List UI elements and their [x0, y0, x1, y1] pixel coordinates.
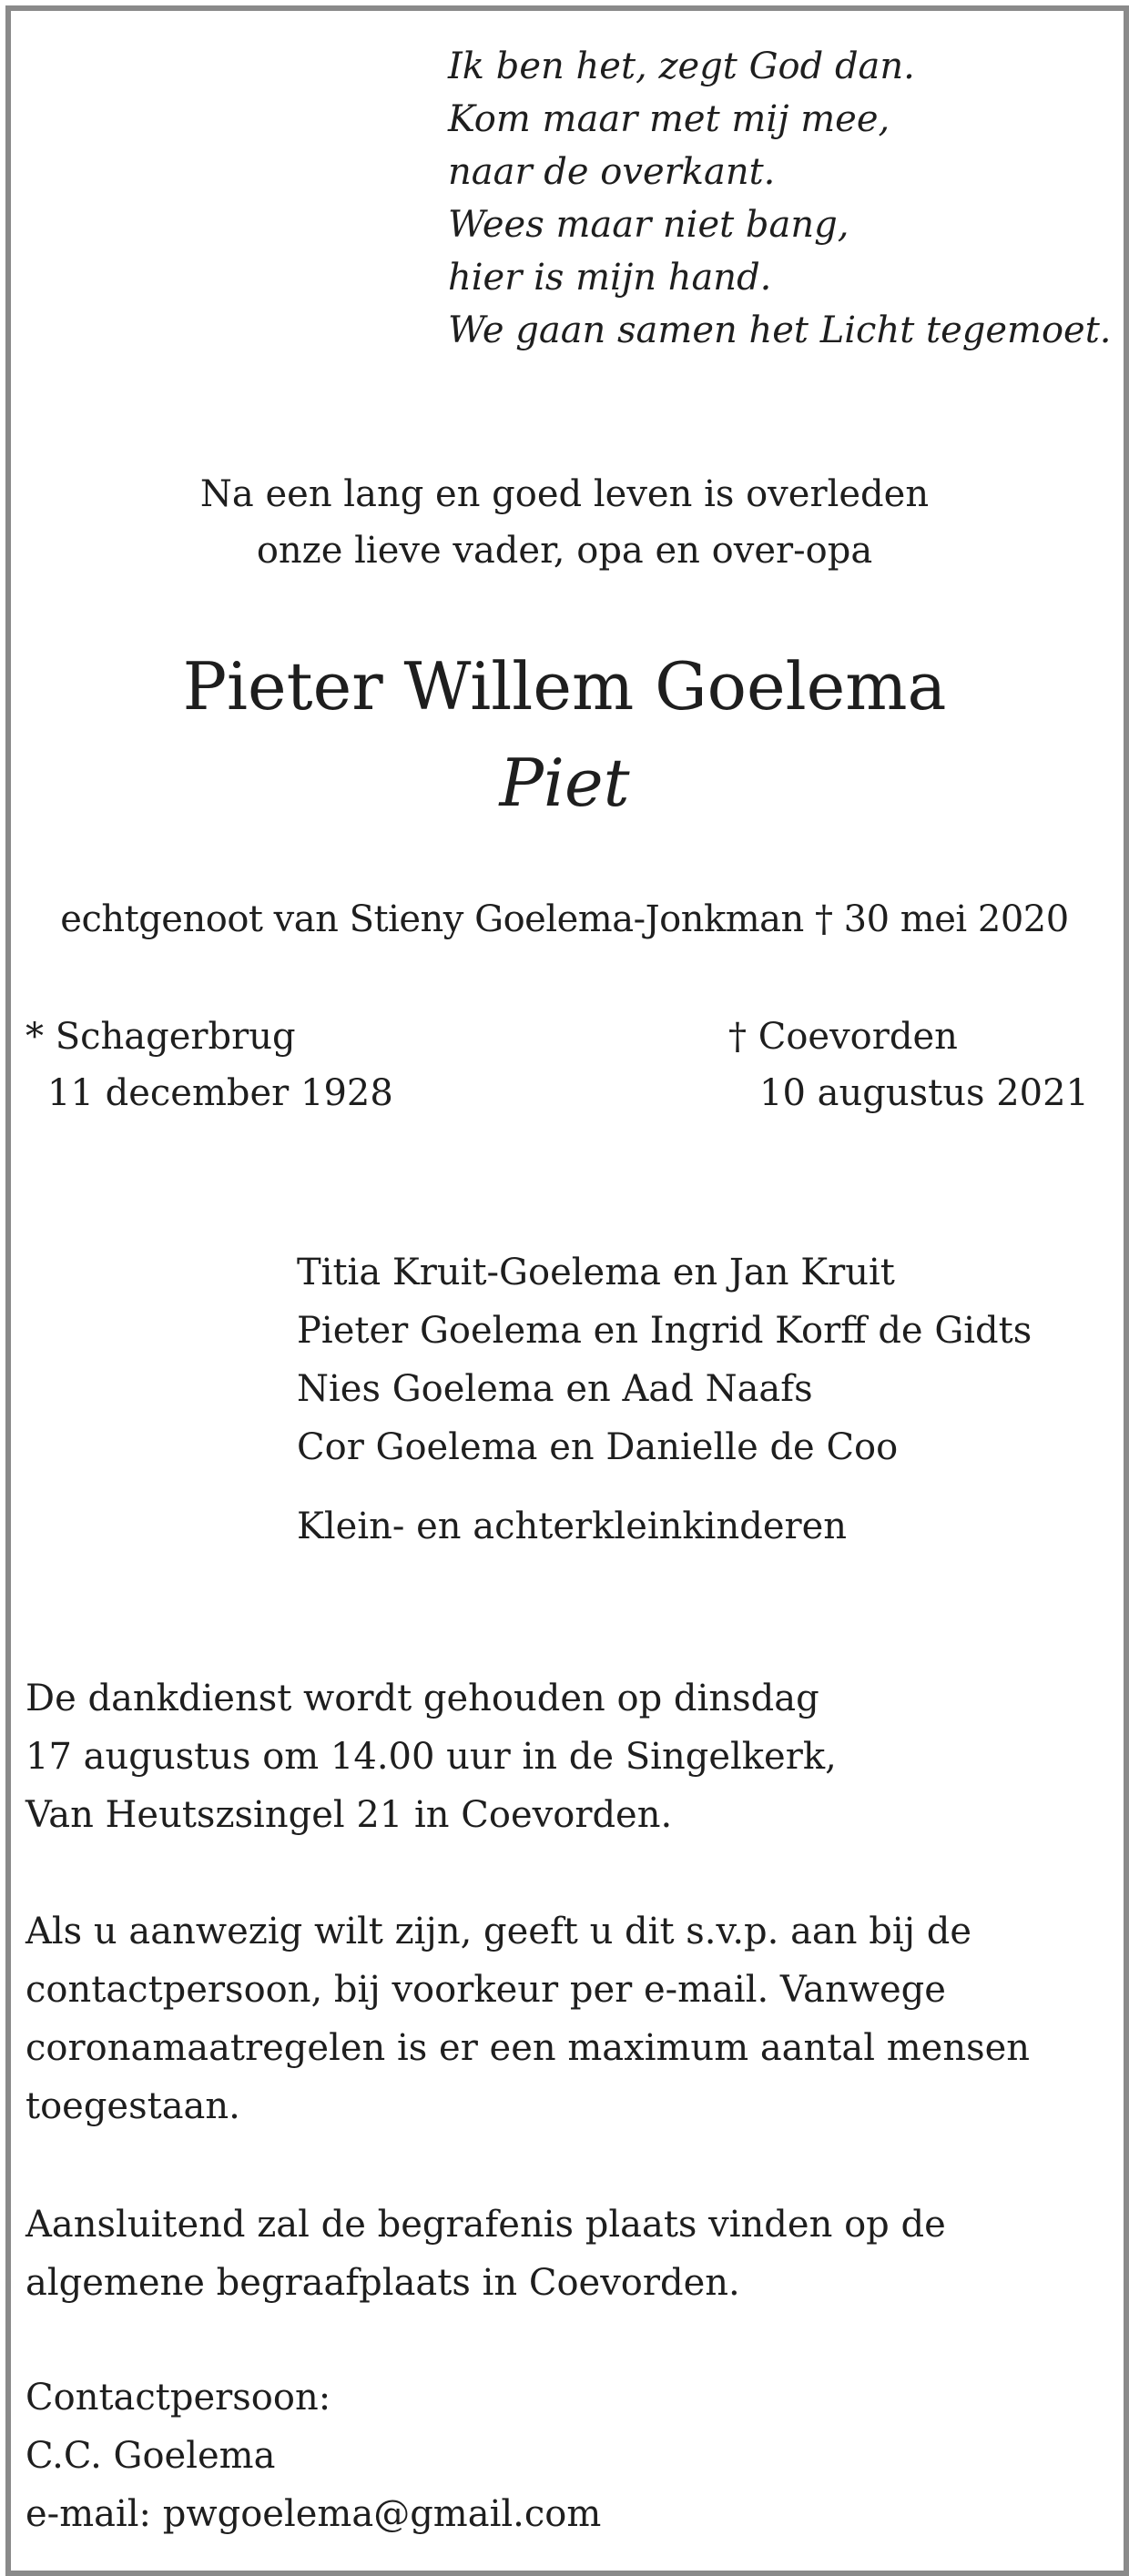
announcement [0, 466, 1129, 579]
deceased-name: Pieter Willem Goelema [182, 648, 947, 725]
grandchildren-line: Klein- en achterkleinkinderen [297, 1506, 848, 1547]
poem-line: hier is mijn hand. [448, 257, 772, 299]
birth-place: * Schagerbrug [25, 1016, 296, 1058]
burial-line: algemene begraafplaats in Coevorden. [25, 2262, 740, 2304]
service-paragraph [25, 1669, 837, 1844]
family-member: Pieter Goelema en Ingrid Korff de Gidts [297, 1310, 1032, 1352]
poem [448, 40, 1112, 357]
death-info [728, 1009, 1089, 1121]
family-member: Cor Goelema en Danielle de Coo [297, 1426, 899, 1468]
service-line: 17 augustus om 14.00 uur in de Singelkerk, [25, 1736, 837, 1778]
contact-email: e-mail: pwgoelema@gmail.com [25, 2493, 602, 2535]
spouse-line: echtgenoot van Stieny Goelema-Jonkman † 30 mei 2020 [60, 898, 1069, 940]
attendance-paragraph [25, 1902, 1030, 2135]
attendance-line: toegestaan. [25, 2085, 240, 2127]
family-member: Nies Goelema en Aad Naafs [297, 1368, 813, 1410]
birth-info [25, 1009, 393, 1121]
contact-block [25, 2368, 601, 2543]
announcement-line: Na een lang en goed leven is overleden [199, 473, 930, 515]
service-line: Van Heutszsingel 21 in Coevorden. [25, 1794, 673, 1836]
burial-paragraph [25, 2196, 946, 2312]
poem-line: Kom maar met mij mee, [448, 98, 890, 140]
poem-line: naar de overkant. [448, 151, 776, 193]
birth-date: 11 december 1928 [47, 1072, 393, 1114]
attendance-line: contactpersoon, bij voorkeur per e-mail. Vanwege [25, 1969, 946, 2011]
poem-line: Wees maar niet bang, [448, 204, 849, 246]
poem-line: Ik ben het, zegt God dan. [448, 46, 915, 87]
deceased-nickname: Piet [499, 745, 630, 821]
poem-line: We gaan samen het Licht tegemoet. [448, 309, 1112, 351]
burial-line: Aansluitend zal de begrafenis plaats vinden op de [25, 2204, 946, 2246]
announcement-line: onze lieve vader, opa en over-opa [256, 530, 873, 572]
contact-name: C.C. Goelema [25, 2435, 276, 2477]
attendance-line: coronamaatregelen is er een maximum aantal mensen [25, 2027, 1031, 2069]
family-list [297, 1243, 1032, 1476]
service-line: De dankdienst wordt gehouden op dinsdag [25, 1678, 819, 1719]
attendance-line: Als u aanwezig wilt zijn, geeft u dit s.v.p. aan bij de [25, 1911, 972, 1952]
death-place: † Coevorden [728, 1016, 958, 1058]
contact-heading: Contactpersoon: [25, 2377, 331, 2419]
family-member: Titia Kruit-Goelema en Jan Kruit [297, 1252, 895, 1293]
death-date: 10 augustus 2021 [759, 1072, 1089, 1114]
